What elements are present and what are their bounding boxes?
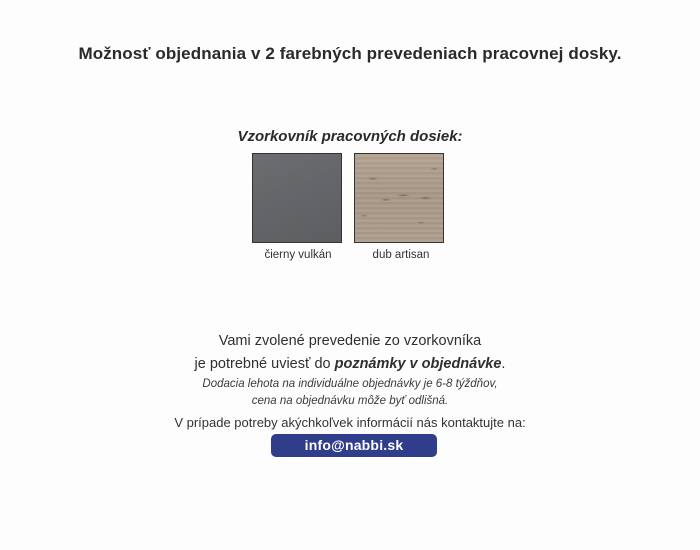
email-button[interactable]: info@nabbi.sk <box>271 434 437 457</box>
page-headline: Možnosť objednania v 2 farebných prevedeniach pracovnej dosky. <box>78 44 622 63</box>
info-line-2-emphasis: poznámky v objednávke <box>334 356 502 372</box>
info-line-2-prefix: je potrebné uviesť do <box>194 356 335 372</box>
swatch-dub-artisan <box>354 153 444 243</box>
swatch-section-title: Vzorkovník pracovných dosiek: <box>237 128 463 145</box>
info-line-2 <box>0 356 700 372</box>
info-line-1: Vami zvolené prevedenie zo vzorkovníka <box>218 333 482 349</box>
swatch-label-cierny-vulkan: čierny vulkán <box>264 249 332 261</box>
delivery-note-line-1: Dodacia lehota na individuálne objednávky je 6-8 týždňov, <box>202 378 498 390</box>
swatch-label-dub-artisan: dub artisan <box>372 249 430 261</box>
swatch-cierny-vulkan <box>252 153 342 243</box>
info-line-2-suffix: . <box>501 356 506 372</box>
delivery-note-line-2: cena na objednávku môže byť odlišná. <box>251 395 449 407</box>
contact-text: V prípade potreby akýchkoľvek informácií nás kontaktujte na: <box>174 415 526 430</box>
